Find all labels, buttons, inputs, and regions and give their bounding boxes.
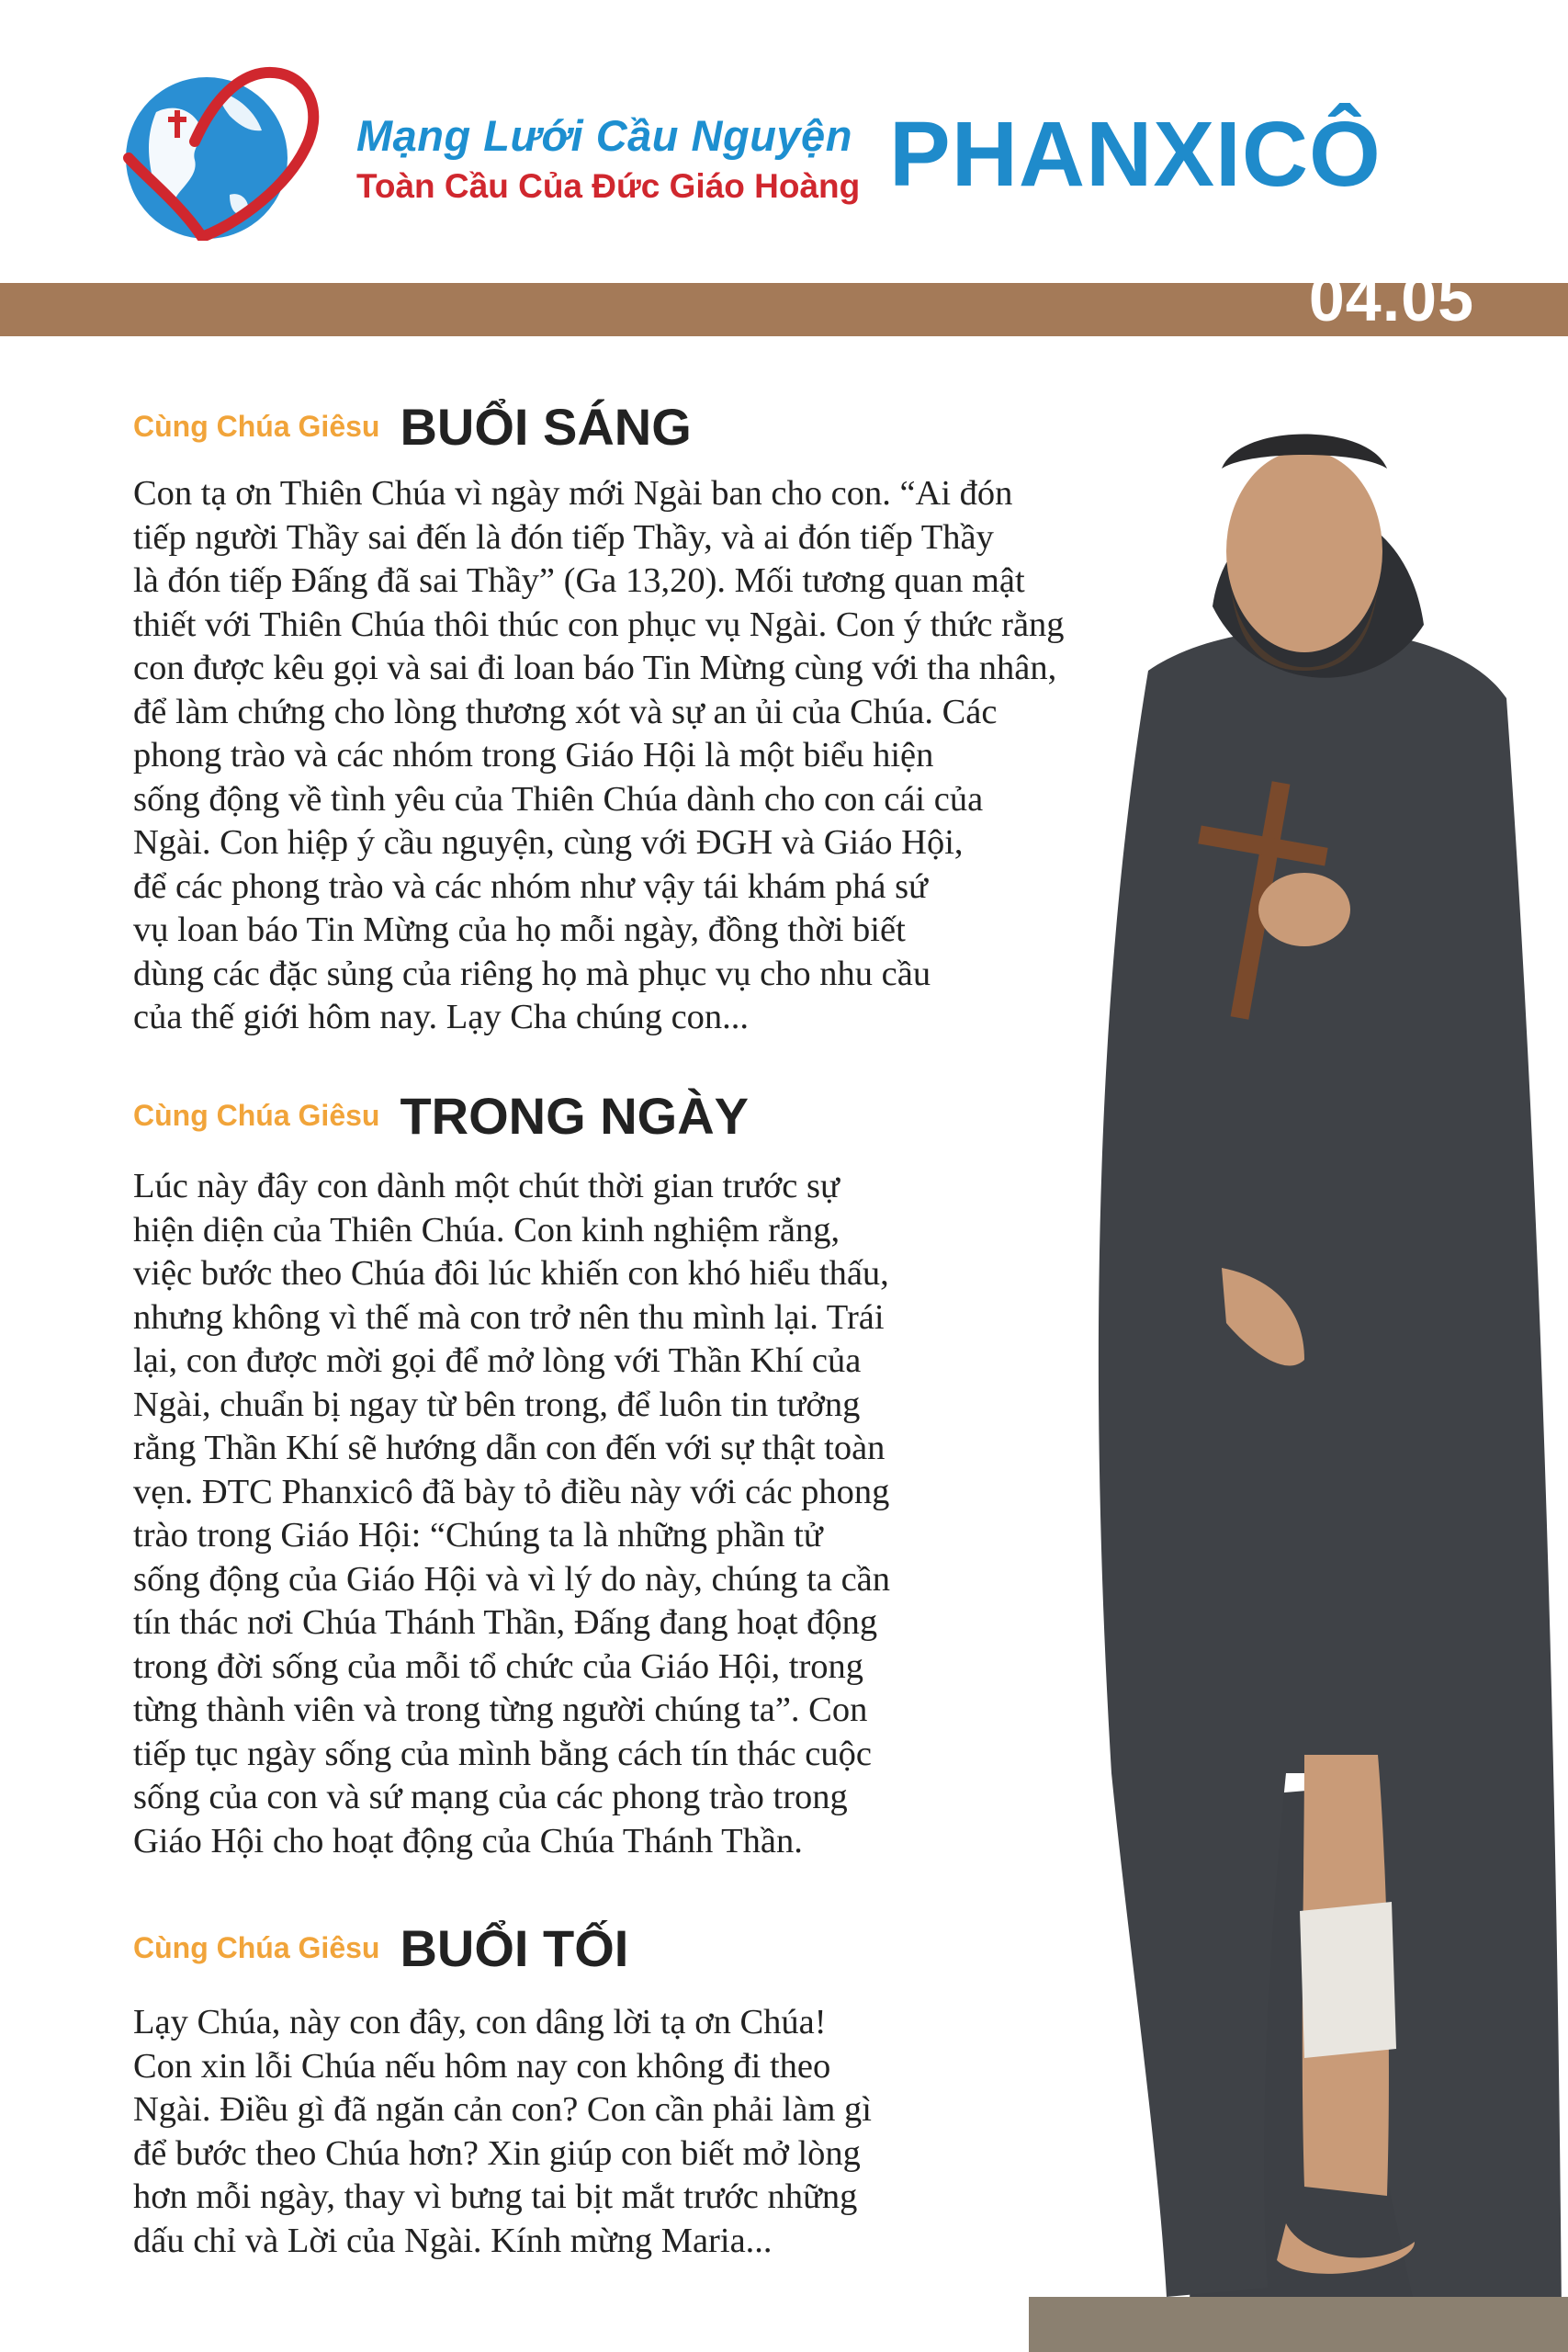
text-line: phong trào và các nhóm trong Giáo Hội là một biểu hiện [133,736,934,775]
text-line: sống của con và sứ mạng của các phong trào trong [133,1778,848,1816]
text-line: sống động về tình yêu của Thiên Chúa dành cho con cái của [133,779,984,819]
pope-name: PHANXICÔ [889,103,1382,206]
text-line: con được kêu gọi và sai đi loan báo Tin Mừng cùng với tha nhân, [133,649,1057,687]
section-heading-evening [133,1918,628,1978]
daytime-prayer-text [133,1165,1107,1863]
text-line: Con xin lỗi Chúa nếu hôm nay con không đi theo [133,2046,831,2086]
text-line: trào trong Giáo Hội: “Chúng ta là những phần tử [133,1516,823,1555]
text-line: để làm chứng cho lòng thương xót và sự an ủi của Chúa. Các [133,692,998,731]
network-title-line1: Mạng Lưới Cầu Nguyện [356,111,852,160]
text-line: Con tạ ơn Thiên Chúa vì ngày mới Ngài ban cho con. “Ai đón [133,474,1013,513]
section-heading-morning [133,397,692,457]
text-line: của thế giới hôm nay. Lạy Cha chúng con... [133,998,750,1036]
saint-statue-image [1029,395,1568,2352]
text-line: vẹn. ĐTC Phanxicô đã bày tỏ điều này với các phong [133,1472,890,1511]
text-line: Giáo Hội cho hoạt động của Chúa Thánh Thần. [133,1821,803,1860]
network-title-line2: Toàn Cầu Của Đức Giáo Hoàng [356,167,861,205]
section-title: BUỔI SÁNG [400,398,692,456]
evening-prayer-text [133,2001,1107,2263]
section-prefix: Cùng Chúa Giêsu [133,1099,380,1132]
text-line: Ngài. Con hiệp ý cầu nguyện, cùng với ĐGH và Giáo Hội, [133,823,964,862]
text-line: tín thác nơi Chúa Thánh Thần, Đấng đang hoạt động [133,1603,878,1642]
section-prefix: Cùng Chúa Giêsu [133,1931,380,1964]
text-line: để bước theo Chúa hơn? Xin giúp con biết mở lòng [133,2133,861,2173]
text-line: việc bước theo Chúa đôi lúc khiến con khó hiểu thấu, [133,1254,889,1293]
text-line: hiện diện của Thiên Chúa. Con kinh nghiệm rằng, [133,1210,840,1250]
text-line: lại, con được mời gọi để mở lòng với Thần Khí của [133,1341,862,1380]
globe-heart-logo [92,57,340,241]
section-title: BUỔI TỐI [400,1919,629,1977]
text-line: tiếp tục ngày sống của mình bằng cách tín thác cuộc [133,1734,872,1773]
text-line: là đón tiếp Đấng đã sai Thầy” (Ga 13,20). Mối tương quan mật [133,561,1025,600]
text-line: hơn mỗi ngày, thay vì bưng tai bịt mắt trước những [133,2177,858,2216]
text-line: sống động của Giáo Hội và vì lý do này, chúng ta cần [133,1559,890,1599]
section-title: TRONG NGÀY [400,1087,750,1145]
date-label: 04.05 [1308,263,1474,334]
text-line: Ngài. Điều gì đã ngăn cản con? Con cần phải làm gì [133,2090,872,2129]
text-line: tiếp người Thầy sai đến là đón tiếp Thầy, và ai đón tiếp Thầy [133,517,994,557]
text-line: từng thành viên và trong từng người chúng ta”. Con [133,1690,868,1729]
text-line: để các phong trào và các nhóm như vậy tái khám phá sứ [133,866,928,906]
text-line: thiết với Thiên Chúa thôi thúc con phục vụ Ngài. Con ý thức rằng [133,605,1065,644]
text-line: trong đời sống của mỗi tổ chức của Giáo Hội, trong [133,1646,864,1686]
text-line: Lạy Chúa, này con đây, con dâng lời tạ ơn Chúa! [133,2003,827,2041]
text-line: Ngài, chuẩn bị ngay từ bên trong, để luôn tin tưởng [133,1385,861,1424]
text-line: nhưng không vì thế mà con trở nên thu mình lại. Trái [133,1297,885,1337]
text-line: dấu chỉ và Lời của Ngài. Kính mừng Maria... [133,2221,773,2260]
morning-prayer-text [133,472,1107,1040]
section-prefix: Cùng Chúa Giêsu [133,410,380,443]
text-line: vụ loan báo Tin Mừng của họ mỗi ngày, đồng thời biết [133,910,906,949]
text-line: dùng các đặc sủng của riêng họ mà phục vụ cho nhu cầu [133,954,931,993]
text-line: rằng Thần Khí sẽ hướng dẫn con đến với sự thật toàn [133,1429,886,1467]
section-heading-daytime [133,1086,749,1146]
text-line: Lúc này đây con dành một chút thời gian trước sự [133,1167,840,1205]
header [0,0,1568,276]
